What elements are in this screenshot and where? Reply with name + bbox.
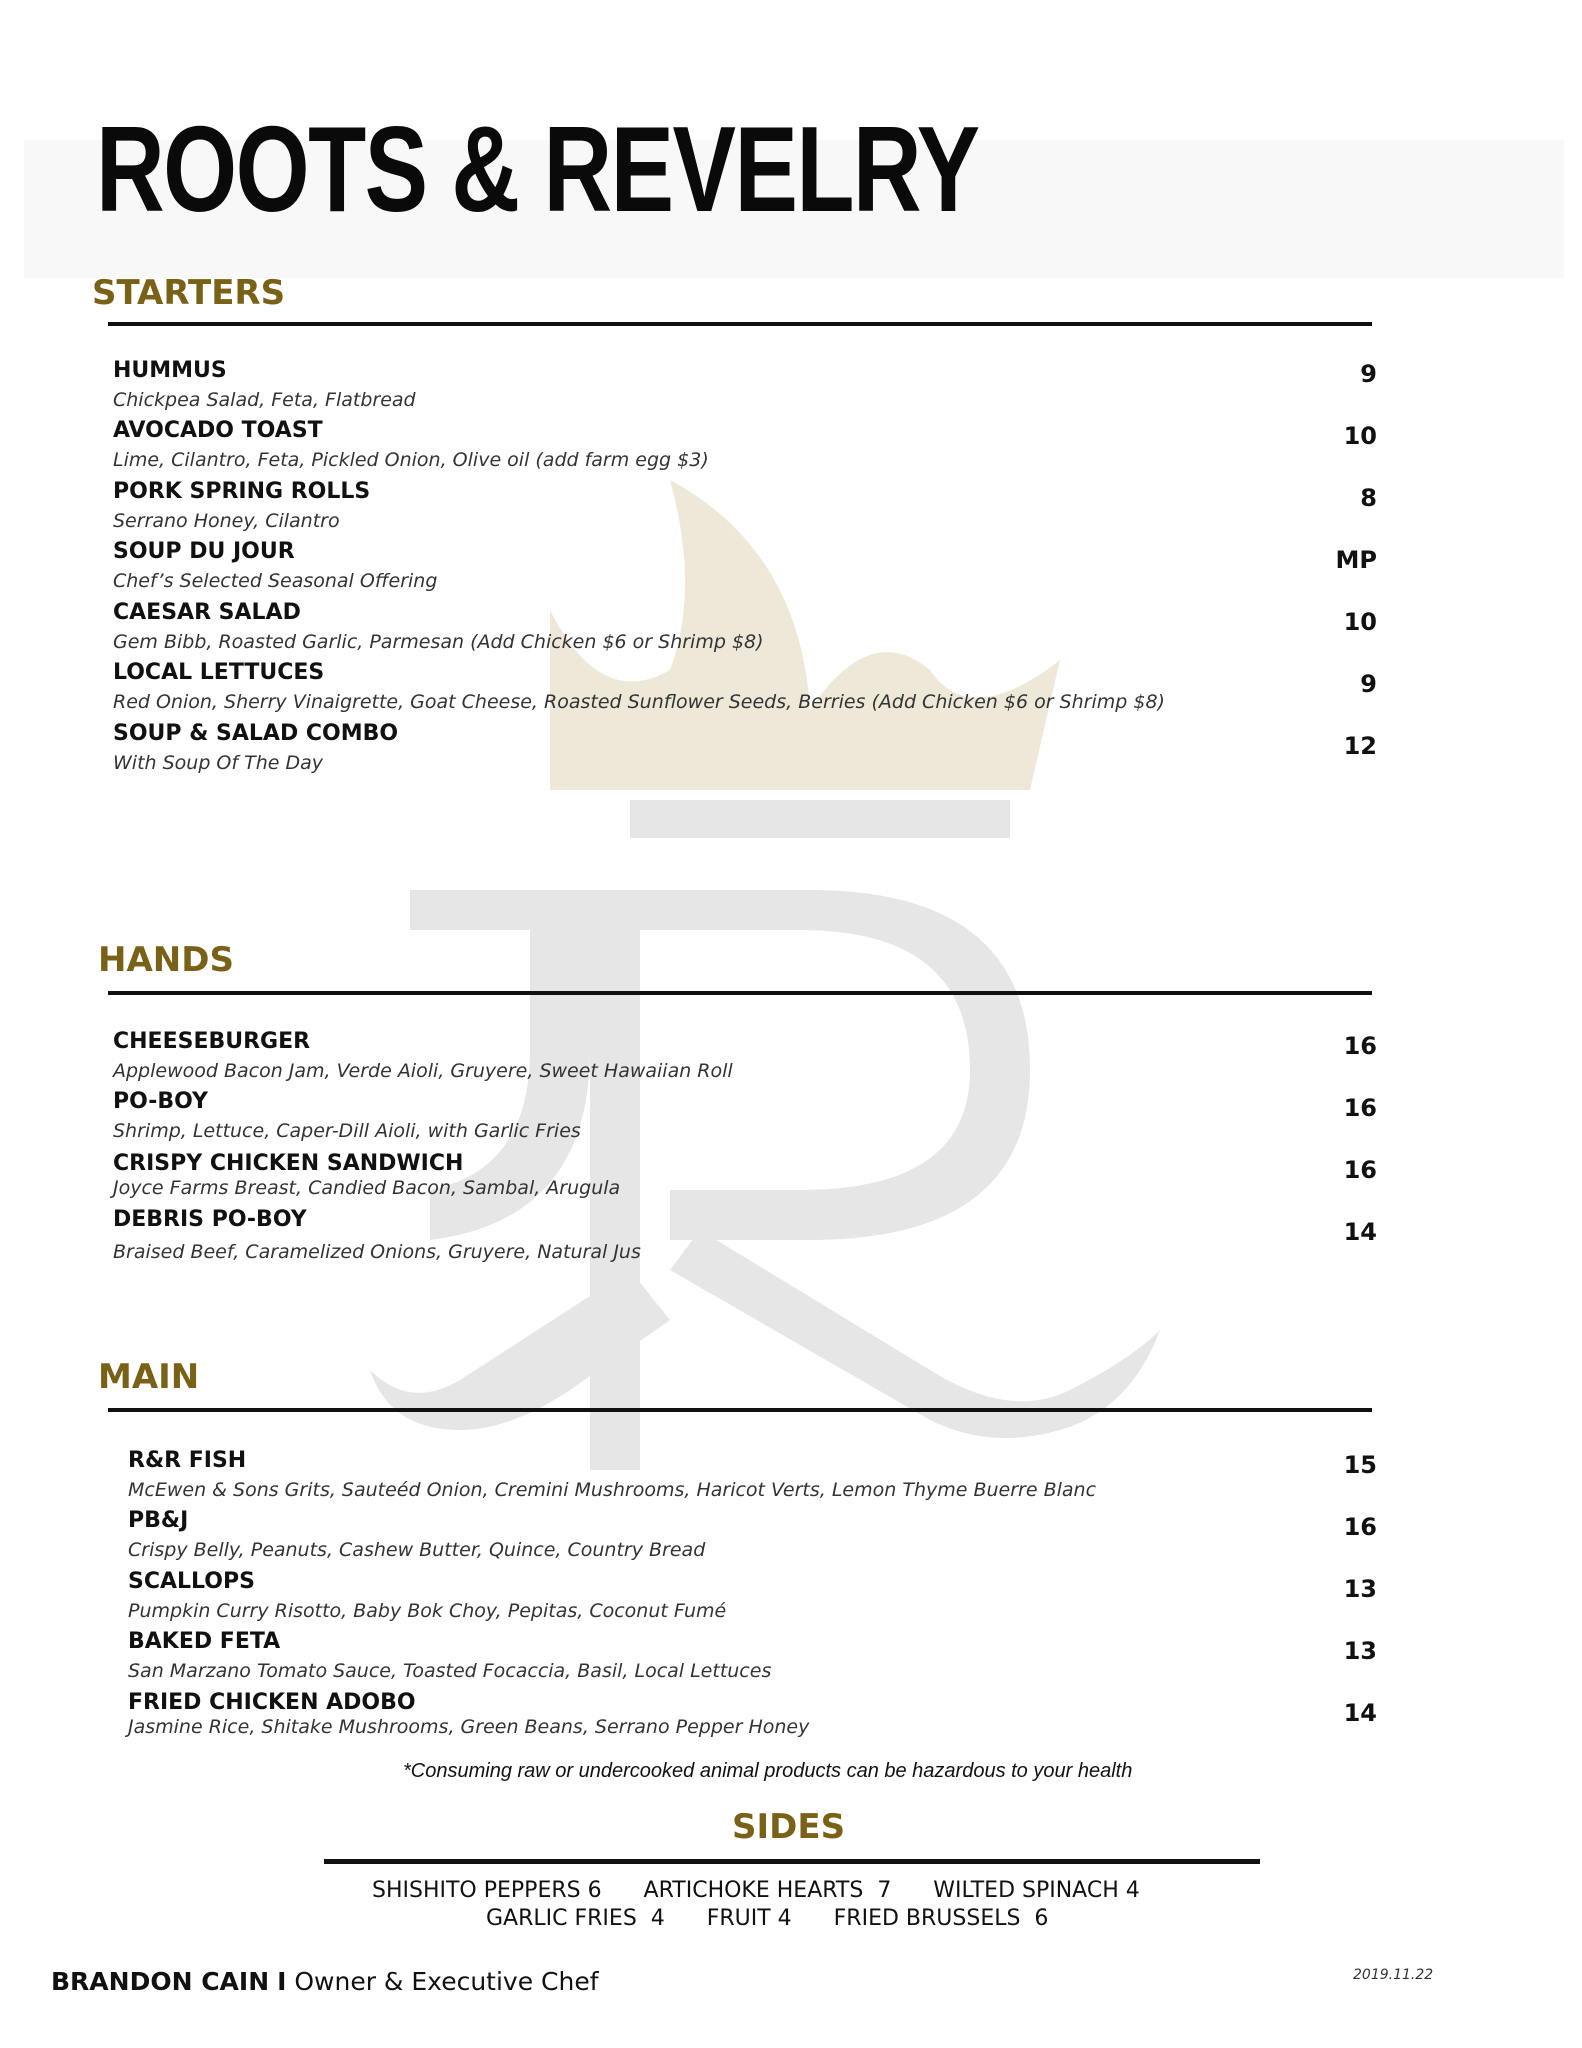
- main-item: [128, 1692, 809, 1737]
- item-description: Joyce Farms Breast, Candied Bacon, Sambal, Arugula: [113, 1177, 621, 1199]
- item-price: 13: [1343, 1575, 1377, 1603]
- item-price: MP: [1335, 546, 1377, 574]
- menu-date: 2019.11.22: [1353, 1967, 1434, 1983]
- item-description: San Marzano Tomato Sauce, Toasted Focaccia, Basil, Local Lettuces: [128, 1660, 772, 1682]
- hands-item: [113, 1153, 620, 1198]
- item-price: 16: [1343, 1156, 1377, 1184]
- item-description: Chickpea Salad, Feta, Flatbread: [113, 389, 416, 411]
- item-description: Shrimp, Lettuce, Caper-Dill Aioli, with Garlic Fries: [113, 1120, 581, 1142]
- item-price: 8: [1360, 484, 1377, 512]
- footer-credit: [51, 1967, 599, 1996]
- starter-item: [113, 541, 437, 591]
- item-description: Braised Beef, Caramelized Onions, Gruyere, Natural Jus: [113, 1241, 641, 1263]
- hands-item: [113, 1031, 733, 1081]
- item-name: CAESAR SALAD: [113, 600, 301, 625]
- item-description: Crispy Belly, Peanuts, Cashew Butter, Quince, Country Bread: [128, 1539, 706, 1561]
- item-name: BAKED FETA: [128, 1629, 281, 1654]
- item-price: 13: [1343, 1637, 1377, 1665]
- sides-line-1-text: SHISHITO PEPPERS 6 ARTICHOKE HEARTS 7 WILTED SPINACH 4: [372, 1878, 1140, 1903]
- item-description: Lime, Cilantro, Feta, Pickled Onion, Olive oil (add farm egg $3): [113, 449, 709, 471]
- sides-line-2: [486, 1908, 1048, 1930]
- item-description: Serrano Honey, Cilantro: [113, 510, 340, 532]
- item-description: With Soup Of The Day: [113, 752, 324, 774]
- restaurant-title: ROOTS & REVELRY: [96, 101, 979, 237]
- chef-name: BRANDON CAIN: [51, 1967, 270, 1996]
- item-description: Jasmine Rice, Shitake Mushrooms, Green Beans, Serrano Pepper Honey: [128, 1716, 810, 1738]
- item-name: DEBRIS PO-BOY: [113, 1207, 307, 1232]
- hands-heading: HANDS: [98, 940, 234, 980]
- item-price: 10: [1343, 608, 1377, 636]
- starter-item: [113, 481, 370, 531]
- item-description: Chef’s Selected Seasonal Offering: [113, 570, 438, 592]
- item-name: CHEESEBURGER: [113, 1029, 311, 1054]
- main-item: [128, 1571, 726, 1621]
- sides-line-2-text: GARLIC FRIES 4 FRUIT 4 FRIED BRUSSELS 6: [486, 1906, 1049, 1931]
- starters-heading: STARTERS: [92, 273, 286, 313]
- sides-line-1: [372, 1880, 1140, 1902]
- item-name: AVOCADO TOAST: [113, 418, 323, 443]
- item-name: PB&J: [128, 1508, 189, 1533]
- main-item: [128, 1510, 705, 1560]
- starter-item: [113, 662, 1165, 712]
- item-description: Gem Bibb, Roasted Garlic, Parmesan (Add Chicken $6 or Shrimp $8): [113, 631, 764, 653]
- item-price: 10: [1343, 422, 1377, 450]
- item-name: LOCAL LETTUCES: [113, 660, 325, 685]
- sides-divider: [324, 1859, 1260, 1864]
- starters-divider: [108, 322, 1372, 326]
- item-description: McEwen & Sons Grits, Sauteéd Onion, Cremini Mushrooms, Haricot Verts, Lemon Thyme Buerre Blanc: [128, 1479, 1097, 1501]
- item-price: 14: [1343, 1218, 1377, 1246]
- chef-title: Owner & Executive Chef: [294, 1967, 599, 1996]
- footer-separator: I: [277, 1967, 287, 1996]
- main-heading: MAIN: [98, 1357, 200, 1397]
- item-description: Pumpkin Curry Risotto, Baby Bok Choy, Pepitas, Coconut Fumé: [128, 1600, 727, 1622]
- item-price: 12: [1343, 732, 1377, 760]
- item-description: Red Onion, Sherry Vinaigrette, Goat Cheese, Roasted Sunflower Seeds, Berries (Add Chicken $6 or Shrimp $8): [113, 691, 1165, 713]
- item-name: PO-BOY: [113, 1089, 208, 1114]
- item-name: R&R FISH: [128, 1448, 247, 1473]
- main-item: [128, 1450, 1096, 1500]
- item-name: SOUP DU JOUR: [113, 539, 295, 564]
- item-name: FRIED CHICKEN ADOBO: [128, 1690, 416, 1715]
- item-name: SCALLOPS: [128, 1569, 255, 1594]
- item-price: 9: [1360, 360, 1377, 388]
- item-price: 15: [1343, 1451, 1377, 1479]
- item-name: CRISPY CHICKEN SANDWICH: [113, 1151, 464, 1176]
- item-price: 14: [1343, 1699, 1377, 1727]
- item-description: Applewood Bacon Jam, Verde Aioli, Gruyere, Sweet Hawaiian Roll: [113, 1060, 733, 1082]
- item-name: SOUP & SALAD COMBO: [113, 721, 399, 746]
- starter-item: [113, 360, 416, 410]
- main-item: [128, 1631, 771, 1681]
- starter-item: [113, 723, 398, 773]
- starter-item: [113, 420, 709, 470]
- hands-item: [113, 1091, 581, 1141]
- item-price: 16: [1343, 1032, 1377, 1060]
- item-price: 16: [1343, 1513, 1377, 1541]
- hands-item: [113, 1209, 641, 1262]
- item-name: HUMMUS: [113, 358, 227, 383]
- starter-item: [113, 602, 764, 652]
- item-price: 9: [1360, 670, 1377, 698]
- hands-divider: [108, 991, 1372, 995]
- health-disclaimer: *Consuming raw or undercooked animal products can be hazardous to your health: [403, 1760, 1133, 1782]
- main-divider: [108, 1408, 1372, 1412]
- item-name: PORK SPRING ROLLS: [113, 479, 371, 504]
- item-price: 16: [1343, 1094, 1377, 1122]
- sides-heading: SIDES: [732, 1807, 846, 1847]
